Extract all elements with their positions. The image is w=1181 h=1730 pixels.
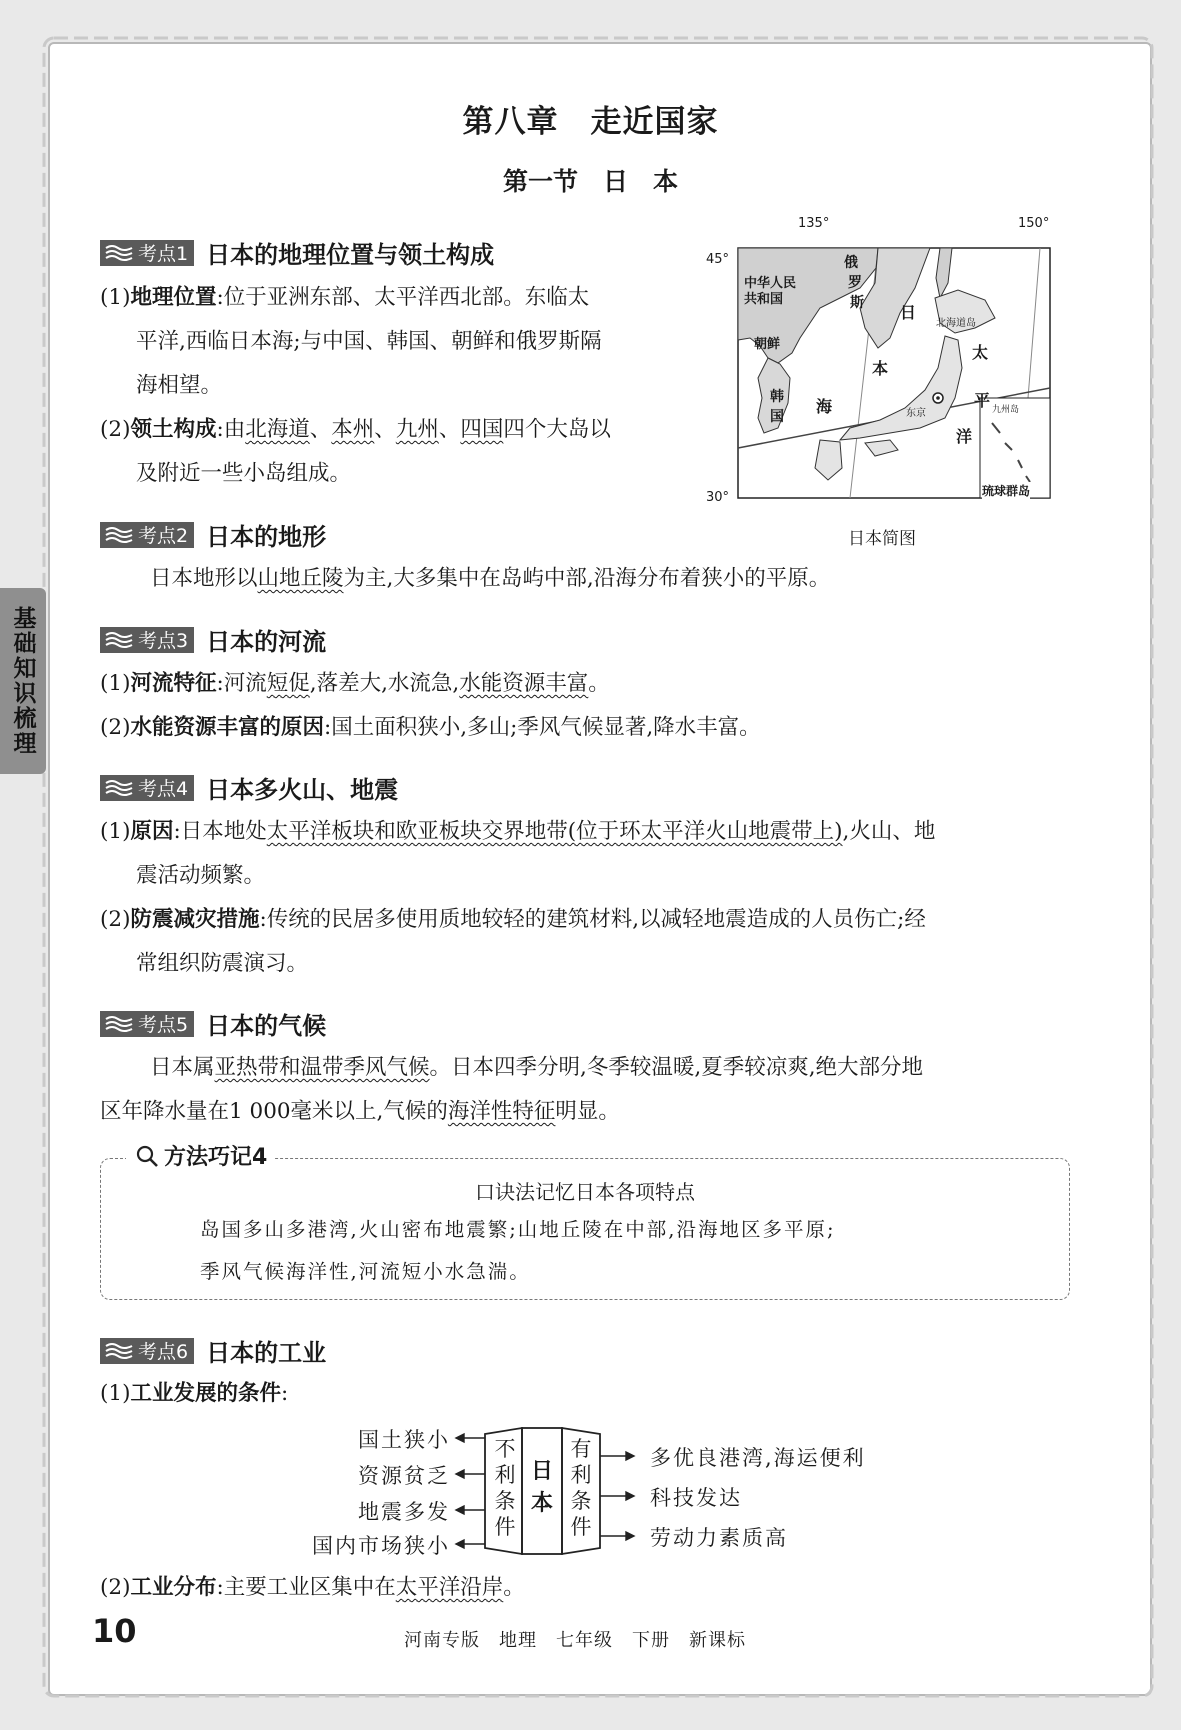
kp1-p2-label: 领土构成 [130,417,217,442]
right-item-2: 科技发达 [650,1486,742,1510]
kp6-l1-num: (1) [100,1381,131,1406]
left-item-4: 国内市场狭小 [312,1534,450,1558]
kp2-badge-text: 考点2 [138,525,189,547]
kp5-heading [100,1006,326,1041]
kp1-p2-shikoku: 四国 [460,417,504,442]
kp4-l1-line2: 震活动频繁。 [136,863,266,888]
kp1-p2-e: 、 [374,417,396,442]
kp4-body: (1)原因:日本地处太平洋板块和欧亚板块交界地带(位于环太平洋火山地震带上),火山、地 震活动频繁。 (2)防震减灾措施:传统的民居多使用质地较轻的建筑材料,以减轻地震造成的人员伤亡;经 常组织防震演习。 [100,810,1090,986]
kp1-p1-line2: 平洋,西临日本海;与中国、韩国、朝鲜和俄罗斯隔 [136,329,602,354]
label-korea-2: 国 [770,409,784,425]
kp1-p1-num: (1) [100,285,131,310]
label-north-korea: 朝鲜 [754,337,781,352]
magnifier-icon [134,1143,160,1169]
waves-icon [104,1014,134,1034]
japan-map [700,216,1080,549]
kp6-l1-colon: : [280,1381,289,1406]
label-pacific-1: 太 [972,343,989,362]
unfavorable-char-2: 利 [494,1463,516,1487]
kp6-l2-b: 太平洋沿岸 [395,1575,504,1600]
kp1-badge [100,240,194,266]
kp1-p2-i: 四个大岛以 [503,417,611,442]
side-tab: 基础知识梳理 [0,588,46,774]
method-subtitle: 口诀法记忆日本各项特点 [475,1180,695,1204]
kp5-badge-text: 考点5 [138,1014,189,1036]
kp4-l1-label: 原因 [130,819,174,844]
kp4-l1-num: (1) [100,819,131,844]
label-russia-3: 斯 [850,295,864,311]
kp5-e: 海洋性特征 [447,1099,556,1124]
right-item-3: 劳动力素质高 [650,1526,788,1550]
label-korea-1: 韩 [770,389,784,405]
kp6-l2-a: 主要工业区集中在 [223,1575,396,1600]
map-caption: 日本简图 [848,529,916,549]
lat-30: 30° [706,490,730,505]
kp6-l1-label: 工业发展的条件 [130,1381,281,1406]
kp4-badge [100,775,194,801]
map-figure [700,228,1080,518]
kp1-heading [100,235,494,270]
section-title: 第一节 日 本 [502,167,678,196]
kp3-l1-e: 。 [588,671,610,696]
kp6-l2-c: 。 [503,1575,525,1600]
kp4-badge-text: 考点4 [138,778,189,800]
kp4-title: 日本多火山、地震 [206,776,399,804]
kp1-body: (1)地理位置:位于亚洲东部、太平洋西北部。东临太 平洋,西临日本海;与中国、韩国、朝鲜和俄罗斯隔 海相望。 (2)领土构成:由北海道、本州、九州、四国四个大岛以 及附近一些小岛组成。 [100,276,700,496]
kp6-l2-num: (2) [100,1575,131,1600]
kp1-p2-kyushu: 九州 [395,417,439,442]
page-number: 10 [92,1612,137,1650]
waves-icon [104,525,134,545]
kp2-badge [100,522,194,548]
kp3-l2-text: 国土面积狭小,多山;季风气候显著,降水丰富。 [331,715,761,740]
kp1-p2-a: 由 [223,417,246,442]
kp4-l2-num: (2) [100,907,131,932]
kp1-badge-text: 考点1 [138,243,189,265]
label-tokyo: 东京 [906,408,926,419]
favorable-char-4: 件 [570,1515,592,1539]
kp3-badge-text: 考点3 [138,630,189,652]
kp3-title: 日本的河流 [206,628,327,656]
lon-150: 150° [1018,216,1050,231]
unfavorable-char-4: 件 [494,1515,516,1539]
kp5-badge [100,1011,194,1037]
left-item-2: 资源贫乏 [358,1464,450,1488]
kp4-l1-c: ,火山、地 [842,819,936,844]
left-item-1: 国土狭小 [358,1428,450,1452]
waves-icon [104,1341,134,1361]
label-sea-2: 本 [872,359,889,378]
kp6-heading [100,1333,326,1368]
kp3-body: (1)河流特征:河流短促,落差大,水流急,水能资源丰富。 (2)水能资源丰富的原因:国土面积狭小,多山;季风气候显著,降水丰富。 [100,671,761,740]
kp6-badge-text: 考点6 [138,1341,189,1363]
kp6-l1 [100,1372,288,1416]
kp6-badge [100,1338,194,1364]
kp3-l1-num: (1) [100,671,131,696]
kp3-l1-d: 水能资源丰富 [459,671,589,696]
kp4-l2-line2: 常组织防震演习。 [136,951,309,976]
kp6-title: 日本的工业 [206,1339,327,1367]
kp4-l1-b: 太平洋板块和欧亚板块交界地带(位于环太平洋火山地震带上) [266,819,843,844]
lon-135: 135° [798,216,830,231]
favorable-char-3: 条 [570,1489,592,1513]
kp5-body [100,1046,1090,1134]
label-ryukyu: 琉球群岛 [982,484,1031,498]
kp1-p2-hokkaido: 北海道 [245,417,310,442]
kp5-d: 区年降水量在1 000毫米以上,气候的 [100,1099,448,1124]
japan-center-label [528,1456,556,1520]
kp1-p1-line3: 海相望。 [136,373,223,398]
unfavorable-char-3: 条 [494,1489,516,1513]
kp2-title: 日本的地形 [206,523,327,551]
favorable-char-2: 利 [570,1463,592,1487]
kp5-title: 日本的气候 [206,1012,327,1040]
kp3-l1-label: 河流特征 [130,671,217,696]
waves-icon [104,243,134,263]
waves-icon [104,778,134,798]
kp2-text-a: 日本地形以 [150,566,258,591]
label-china: 中华人民 共和国 [744,276,797,307]
kp6-l2-label: 工业分布 [130,1575,217,1600]
kp5-a: 日本属 [150,1055,215,1080]
kp5-c: 。日本四季分明,冬季较温暖,夏季较凉爽,绝大部分地 [429,1055,924,1080]
kp2-heading [100,517,326,552]
kp3-heading [100,622,326,657]
label-pacific-2: 平 [974,391,991,410]
kp6-l2: (2)工业分布:主要工业区集中在太平洋沿岸。 [100,1575,525,1600]
kp4-l1-a: 日本地处 [180,819,267,844]
unfavorable-label [493,1436,517,1540]
kp3-l2-num: (2) [100,715,131,740]
method-line1: 岛国多山多港湾,火山密布地震繁;山地丘陵在中部,沿海地区多平原; [200,1218,836,1241]
industry-diagram [290,1422,910,1560]
kp2-text-c: 为主,大多集中在岛屿中部,沿海分布着狭小的平原。 [343,566,831,591]
label-russia-1: 俄 [844,255,858,271]
method-title: 方法巧记4 [164,1145,268,1170]
waves-icon [104,630,134,650]
kp3-l2-label: 水能资源丰富的原因 [130,715,324,740]
kp1-p2-num: (2) [100,417,131,442]
label-sea-3: 海 [816,397,833,416]
kp4-l2-a: 传统的民居多使用质地较轻的建筑材料,以减轻地震造成的人员伤亡;经 [266,907,926,932]
lat-45: 45° [706,252,730,267]
kp1-p2-g: 、 [438,417,461,442]
left-item-3: 地震多发 [358,1500,450,1524]
right-item-1: 多优良港湾,海运便利 [650,1446,866,1470]
label-russia-2: 罗 [848,275,862,291]
method-line2: 季风气候海洋性,河流短小水急湍。 [200,1260,531,1283]
kp1-p2-c: 、 [309,417,332,442]
kp4-l2-label: 防震减灾措施 [130,907,260,932]
center-char-1: 日 [530,1459,553,1484]
kp5-f: 明显。 [555,1099,620,1124]
chapter-title: 第八章 走近国家 [462,104,719,140]
kp1-p2-line2: 及附近一些小岛组成。 [136,461,352,486]
kp3-badge [100,627,194,653]
kp3-l1-b: 短促 [266,671,310,696]
favorable-label [569,1436,593,1540]
kp2-text-b: 山地丘陵 [257,566,344,591]
favorable-char-1: 有 [570,1437,592,1461]
footer-text: 河南专版 地理 七年级 下册 新课标 [404,1630,746,1651]
kp4-heading [100,770,398,805]
method-header [126,1140,275,1171]
label-hokkaido: 北海道岛 [936,318,976,329]
kp1-title: 日本的地理位置与领土构成 [206,241,495,269]
kp2-body [150,557,1080,601]
kp1-p2-honshu: 本州 [331,417,375,442]
kp1-p1-label: 地理位置 [130,285,217,310]
center-char-2: 本 [530,1491,553,1516]
kp5-b: 亚热带和温带季风气候 [214,1055,430,1080]
kp3-l1-c: ,落差大,水流急, [309,671,460,696]
label-pacific-3: 洋 [956,427,973,446]
unfavorable-char-1: 不 [494,1437,516,1461]
kp1-p1-line1: 位于亚洲东部、太平洋西北部。东临太 [223,285,590,310]
label-sea-1: 日 [900,303,917,322]
kp3-l1-a: 河流 [223,671,267,696]
label-inset: 九州岛 [992,405,1020,415]
